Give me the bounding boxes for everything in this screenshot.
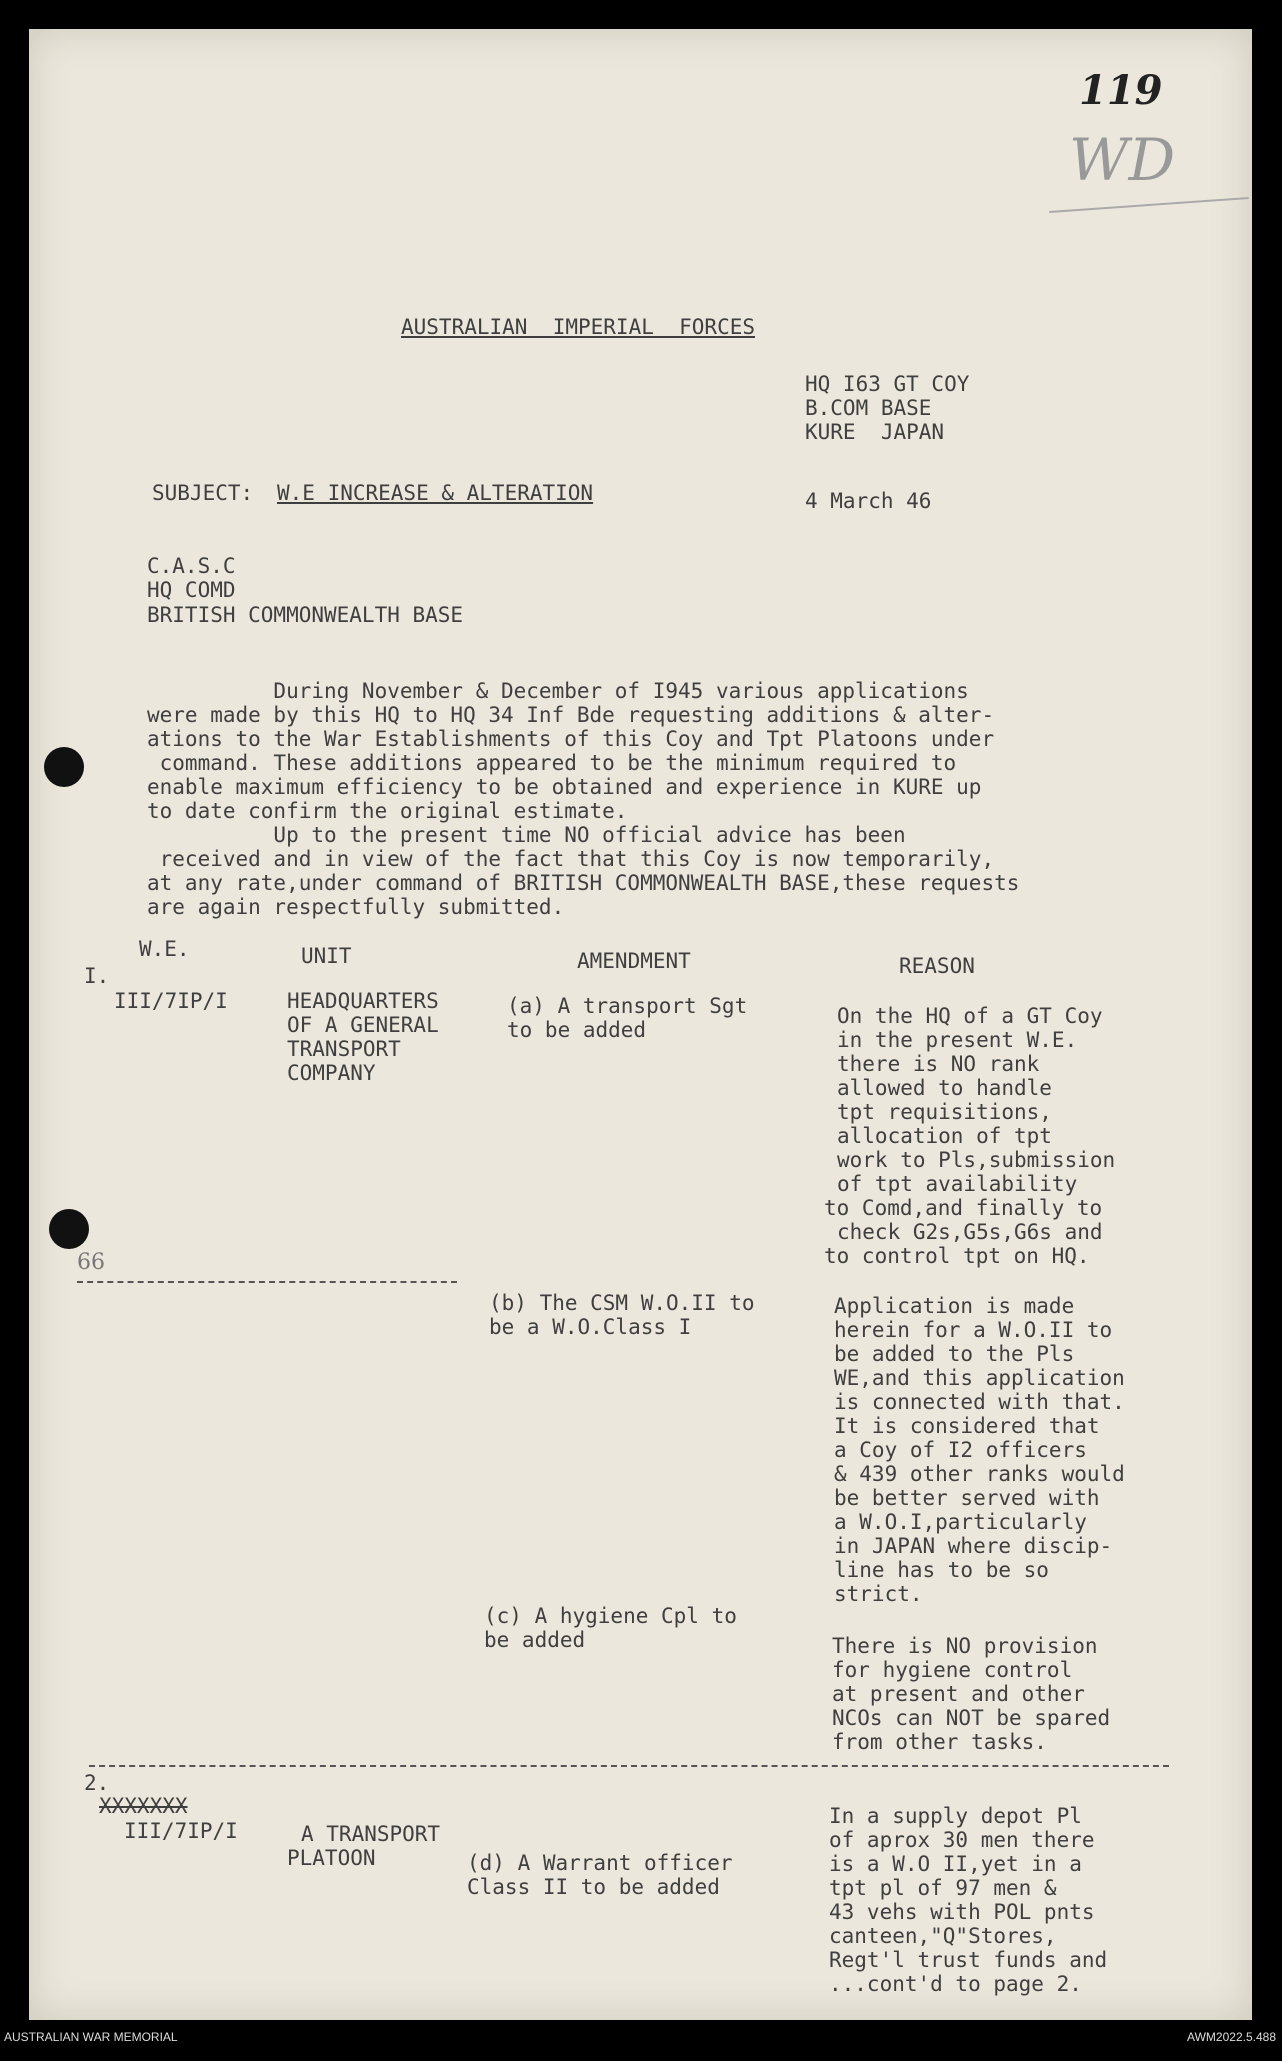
section-2-unit-line-1: A TRANSPORT xyxy=(301,1822,441,1846)
document-heading: AUSTRALIAN IMPERIAL FORCES xyxy=(401,315,756,339)
amendment-d-line-1: (d) A Warrant officer xyxy=(467,1851,733,1875)
document-date: 4 March 46 xyxy=(805,489,932,513)
body-p1-line-1: During November & December of I945 various applications xyxy=(147,679,969,703)
footer-reference: AWM2022.5.488 xyxy=(1187,2030,1276,2044)
section-2-number: 2. xyxy=(84,1771,110,1795)
col-header-unit: UNIT xyxy=(301,944,352,968)
document-page xyxy=(29,29,1252,2020)
reason-b-line-5: is connected with that. xyxy=(834,1390,1125,1414)
amendment-a-line-2: to be added xyxy=(507,1018,647,1042)
reason-b-line-6: It is considered that xyxy=(834,1414,1100,1438)
reason-a-line-2: in the present W.E. xyxy=(837,1028,1078,1052)
reason-d-line-1: In a supply depot Pl xyxy=(829,1804,1082,1828)
section-divider xyxy=(89,1765,1169,1767)
reason-d-line-6: canteen,"Q"Stores, xyxy=(829,1924,1057,1948)
reason-a-line-10: check G2s,G5s,G6s and xyxy=(837,1220,1103,1244)
section-1-unit-line-4: COMPANY xyxy=(287,1061,376,1085)
body-p2-line-1: Up to the present time NO official advice has been xyxy=(147,823,906,847)
reason-c-line-5: from other tasks. xyxy=(832,1730,1047,1754)
reason-a-line-1: On the HQ of a GT Coy xyxy=(837,1004,1103,1028)
body-p2-line-3: at any rate,under command of BRITISH COMMONWEALTH BASE,these requests xyxy=(147,871,1020,895)
reason-a-line-8: of tpt availability xyxy=(837,1172,1078,1196)
reason-a-line-3: there is NO rank xyxy=(837,1052,1040,1076)
section-1-number: I. xyxy=(84,964,110,988)
reason-a-line-7: work to Pls,submission xyxy=(837,1148,1116,1172)
sender-line-1: HQ I63 GT COY xyxy=(805,372,970,396)
col-header-reason: REASON xyxy=(899,954,975,978)
addressee-line-1: C.A.S.C xyxy=(147,554,236,578)
reason-b-line-12: line has to be so xyxy=(834,1558,1049,1582)
initials-annotation: WD xyxy=(1069,126,1176,194)
reason-b-line-1: Application is made xyxy=(834,1294,1075,1318)
body-p1-line-4: command. These additions appeared to be the minimum required to xyxy=(147,751,957,775)
amendment-d-line-2: Class II to be added xyxy=(467,1875,720,1899)
reason-b-line-7: a Coy of I2 officers xyxy=(834,1438,1087,1462)
col-header-we: W.E. xyxy=(139,937,190,961)
body-p1-line-2: were made by this HQ to HQ 34 Inf Bde requesting additions & alter- xyxy=(147,703,995,727)
section-2-struck-text: XXXXXXX xyxy=(99,1794,188,1818)
punch-hole-top xyxy=(44,747,84,787)
amendment-c-line-2: be added xyxy=(484,1628,586,1652)
footer-source: AUSTRALIAN WAR MEMORIAL xyxy=(4,2030,178,2044)
reason-b-line-9: be better served with xyxy=(834,1486,1100,1510)
addressee-line-2: HQ COMD xyxy=(147,578,236,602)
reason-d-line-8: ...cont'd to page 2. xyxy=(829,1972,1082,1996)
amendment-a-line-1: (a) A transport Sgt xyxy=(507,994,748,1018)
body-p1-line-6: to date confirm the original estimate. xyxy=(147,799,628,823)
section-1-we: III/7IP/I xyxy=(114,989,228,1013)
reason-b-line-10: a W.O.I,particularly xyxy=(834,1510,1087,1534)
reason-c-line-2: for hygiene control xyxy=(832,1658,1073,1682)
reason-a-line-6: allocation of tpt xyxy=(837,1124,1052,1148)
reason-b-line-4: WE,and this application xyxy=(834,1366,1125,1390)
section-1-unit-line-2: OF A GENERAL xyxy=(287,1013,439,1037)
side-number-annotation: 66 xyxy=(77,1250,105,1275)
reason-d-line-2: of aprox 30 men there xyxy=(829,1828,1095,1852)
amendment-b-line-2: be a W.O.Class I xyxy=(489,1315,692,1339)
punch-hole-bottom xyxy=(49,1209,89,1249)
section-1-unit-line-3: TRANSPORT xyxy=(287,1037,401,1061)
amendment-b-line-1: (b) The CSM W.O.II to xyxy=(489,1291,755,1315)
page-number-annotation: 119 xyxy=(1079,67,1163,114)
section-2-unit-line-2: PLATOON xyxy=(287,1846,376,1870)
reason-a-line-9: to Comd,and finally to xyxy=(824,1196,1103,1220)
body-p1-line-3: ations to the War Establishments of this Coy and Tpt Platoons under xyxy=(147,727,995,751)
reason-b-line-8: & 439 other ranks would xyxy=(834,1462,1125,1486)
reason-d-line-5: 43 vehs with POL pnts xyxy=(829,1900,1095,1924)
reason-c-line-3: at present and other xyxy=(832,1682,1085,1706)
body-p2-line-2: received and in view of the fact that this Coy is now temporarily, xyxy=(147,847,995,871)
reason-c-line-1: There is NO provision xyxy=(832,1634,1098,1658)
body-p2-line-4: are again respectfully submitted. xyxy=(147,895,565,919)
reason-a-line-4: allowed to handle xyxy=(837,1076,1052,1100)
sender-line-2: B.COM BASE xyxy=(805,396,932,420)
reason-b-line-3: be added to the Pls xyxy=(834,1342,1075,1366)
reason-d-line-7: Regt'l trust funds and xyxy=(829,1948,1108,1972)
subject-text: W.E INCREASE & ALTERATION xyxy=(277,481,594,505)
section-1-unit-line-1: HEADQUARTERS xyxy=(287,989,439,1013)
reason-b-line-13: strict. xyxy=(834,1582,923,1606)
reason-d-line-3: is a W.O II,yet in a xyxy=(829,1852,1082,1876)
amendment-c-line-1: (c) A hygiene Cpl to xyxy=(484,1604,737,1628)
sender-line-3: KURE JAPAN xyxy=(805,420,945,444)
reason-b-line-2: herein for a W.O.II to xyxy=(834,1318,1113,1342)
subject-label: SUBJECT: xyxy=(152,481,254,505)
reason-a-line-5: tpt requisitions, xyxy=(837,1100,1052,1124)
reason-c-line-4: NCOs can NOT be spared xyxy=(832,1706,1111,1730)
body-p1-line-5: enable maximum efficiency to be obtained and experience in KURE up xyxy=(147,775,982,799)
col-header-amendment: AMENDMENT xyxy=(577,949,691,973)
addressee-line-3: BRITISH COMMONWEALTH BASE xyxy=(147,603,464,627)
section-1-subdivider xyxy=(77,1281,457,1283)
section-2-we: III/7IP/I xyxy=(124,1819,238,1843)
reason-b-line-11: in JAPAN where discip- xyxy=(834,1534,1113,1558)
annotation-stroke xyxy=(1049,197,1249,213)
reason-d-line-4: tpt pl of 97 men & xyxy=(829,1876,1057,1900)
reason-a-line-11: to control tpt on HQ. xyxy=(824,1244,1090,1268)
